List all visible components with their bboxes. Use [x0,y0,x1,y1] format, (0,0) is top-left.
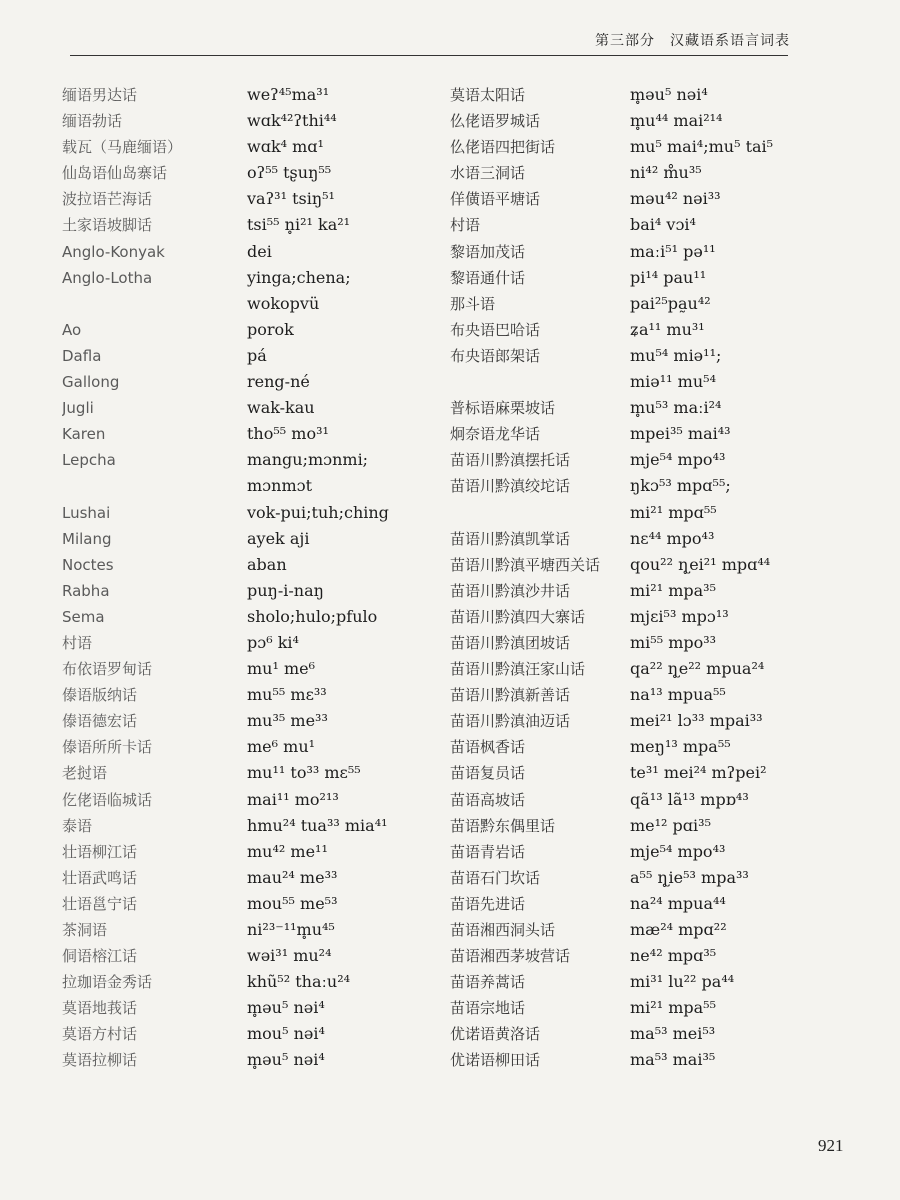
word-form: oʔ⁵⁵ tʂuŋ⁵⁵ [247,163,332,183]
word-form: mu⁴² me¹¹ [247,841,328,861]
word-form: porok [247,319,294,339]
word-form: mu¹¹ to³³ mɛ⁵⁵ [247,763,361,783]
right-word-column [450,82,830,1074]
word-form: wɑk⁴ mɑ¹ [247,137,324,157]
word-entry-row [450,630,830,656]
word-entry-row [62,682,447,708]
word-entry-row [62,82,447,108]
word-entry-row [62,291,447,317]
word-entry-row [62,473,447,499]
word-form: mu³⁵ me³³ [247,711,328,731]
language-name: 苗语川黔滇沙井话 [450,581,571,600]
word-entry-row [62,604,447,630]
word-form: wəi³¹ mu²⁴ [247,946,332,966]
word-entry-row [450,160,830,186]
word-entry-row [450,265,830,291]
language-name: 壮语邕宁话 [62,894,138,913]
word-form: yinga;chena; [247,267,351,287]
word-entry-row [62,708,447,734]
word-form: mi²¹ mpɑ⁵⁵ [630,502,717,522]
word-entry-row [62,1021,447,1047]
language-name: 泰语 [62,816,93,835]
language-name: 载瓦（马鹿缅语） [62,138,183,157]
word-entry-row [62,917,447,943]
word-form: wak-kau [247,398,315,418]
word-form: bai⁴ vɔi⁴ [630,215,696,235]
word-entry-row [450,134,830,160]
word-entry-row [450,969,830,995]
word-form: me⁶ mu¹ [247,737,316,757]
word-entry-row [62,734,447,760]
language-name: 苗语川黔滇汪家山话 [450,660,586,679]
word-entry-row [450,369,830,395]
word-entry-row [450,239,830,265]
language-name: 那斗语 [450,294,496,313]
word-entry-row [450,317,830,343]
language-name: Dafla [62,346,102,365]
language-name: 优诺语柳田话 [450,1051,541,1070]
word-entry-row [62,891,447,917]
language-name: 老挝语 [62,764,108,783]
word-entry-row [62,108,447,134]
word-entry-row [62,865,447,891]
language-name: Karen [62,425,106,444]
word-entry-row [62,212,447,238]
language-name: 苗语湘西茅坡营话 [450,947,571,966]
language-name: 普标语麻栗坡话 [450,399,556,418]
word-form: vaʔ³¹ tsiŋ⁵¹ [247,189,335,209]
word-form: maːi⁵¹ pə¹¹ [630,241,716,261]
word-entry-row [450,1021,830,1047]
language-name: 苗语川黔滇四大寨话 [450,607,586,626]
word-entry-row [450,447,830,473]
word-form: na¹³ mpua⁵⁵ [630,685,726,705]
language-name: 苗语湘西洞头话 [450,921,556,939]
word-form: meŋ¹³ mpa⁵⁵ [630,737,731,757]
word-form: puŋ-i-naŋ [247,580,324,600]
language-name: 布央语巴哈话 [450,320,541,339]
language-name: 苗语川黔滇新善话 [450,686,571,705]
word-form: mu⁵⁴ miə¹¹; [630,345,722,365]
language-name: 缅语勃话 [62,112,123,131]
word-form: mai¹¹ mo²¹³ [247,789,339,809]
language-name: Lushai [62,503,111,522]
word-form: qa²² ɳ̥e²² mpua²⁴ [630,659,765,679]
language-name: 苗语川黔滇油迈话 [450,712,571,731]
language-name: 莫语方村话 [62,1025,138,1044]
language-name: 苗语宗地话 [450,999,526,1018]
language-name: 苗语高坡话 [450,790,526,809]
word-entry-row [450,552,830,578]
word-entry-row [62,395,447,421]
word-entry-row [450,108,830,134]
word-entry-row [450,343,830,369]
language-name: Sema [62,607,105,626]
word-form: mɔnmɔt [247,476,312,496]
word-form: sholo;hulo;pfulo [247,606,378,626]
word-form: mi⁵⁵ mpo³³ [630,632,717,652]
word-entry-row [450,473,830,499]
word-form: wɑk⁴²ʔthi⁴⁴ [247,111,337,131]
word-entry-row [450,82,830,108]
word-form: tho⁵⁵ mo³¹ [247,424,329,444]
word-entry-row [450,421,830,447]
word-form: reng-né [247,372,310,392]
word-form: ŋkɔ⁵³ mpɑ⁵⁵; [630,476,731,496]
word-form: ni⁴² m̊u³⁵ [630,163,702,183]
language-name: 炯奈语龙华话 [450,425,541,444]
language-name: 水语三洞话 [450,164,526,183]
word-form: mpei³⁵ mai⁴³ [630,424,731,444]
word-form: ne⁴² mpɑ³⁵ [630,946,717,966]
word-entry-row [62,1047,447,1073]
header-rule [70,55,788,56]
word-entry-row [450,682,830,708]
language-name: 茶洞语 [62,921,108,939]
word-form: dei [247,241,272,261]
language-name: Anglo-Konyak [62,242,165,261]
language-name: 傣语版纳话 [62,686,138,705]
language-name: 莫语拉柳话 [62,1051,138,1070]
word-entry-row [450,813,830,839]
word-form: pɔ⁶ ki⁴ [247,632,299,652]
language-name: 波拉语芒海话 [62,190,153,209]
word-entry-row [450,943,830,969]
language-name: 优诺语黄洛话 [450,1025,541,1044]
language-name: 苗语川黔滇摆托话 [450,451,571,470]
language-name: Anglo-Lotha [62,268,153,287]
word-form: mangu;mɔnmi; [247,450,369,470]
language-name: 苗语黔东偶里话 [450,816,556,835]
language-name: 仫佬语罗城话 [450,112,541,131]
language-name: 仡佬语临城话 [62,790,153,809]
language-name: 布依语罗甸话 [62,660,153,679]
left-word-column [62,82,447,1074]
word-entry-row [450,839,830,865]
language-name: 壮语武鸣话 [62,868,138,887]
word-form: mi³¹ lu²² pa⁴⁴ [630,972,735,992]
word-form: mi²¹ mpa⁵⁵ [630,998,716,1018]
word-form: ni²³⁻¹¹m̥u⁴⁵ [247,920,335,939]
word-form: mu¹ me⁶ [247,659,316,679]
word-entry-row [450,917,830,943]
language-name: Noctes [62,555,114,574]
language-name: 佯僙语平塘话 [450,190,541,209]
word-entry-row [62,343,447,369]
word-form: ma⁵³ mai³⁵ [630,1050,716,1070]
word-entry-row [450,604,830,630]
word-form: m̥əu⁵ nəi⁴ [630,85,708,104]
language-name: 傣语德宏话 [62,712,138,731]
language-name: Ao [62,320,82,339]
word-entry-row [450,891,830,917]
word-entry-row [62,186,447,212]
word-entry-row [62,552,447,578]
word-entry-row [450,500,830,526]
word-entry-row [450,760,830,786]
language-name: Rabha [62,581,110,600]
word-form: mou⁵ nəi⁴ [247,1024,325,1044]
word-entry-row [62,421,447,447]
word-form: qou²² ɳ̥ei²¹ mpɑ⁴⁴ [630,554,771,574]
word-form: a⁵⁵ ɳ̥ie⁵³ mpa³³ [630,867,749,887]
word-form: aban [247,554,287,574]
word-entry-row [62,500,447,526]
word-entry-row [62,239,447,265]
word-form: me¹² pɑi³⁵ [630,815,711,835]
language-name: 苗语川黔滇绞坨话 [450,477,571,496]
language-name: 村语 [62,633,93,652]
word-form: m̥u⁴⁴ mai²¹⁴ [630,111,723,131]
word-form: mu⁵ mai⁴;mu⁵ tai⁵ [630,137,774,157]
language-name: 莫语太阳话 [450,86,526,104]
word-entry-row [450,186,830,212]
word-form: weʔ⁴⁵ma³¹ [247,85,330,104]
word-form: m̥u⁵³ maːi²⁴ [630,398,722,418]
word-entry-row [62,760,447,786]
word-entry-row [62,317,447,343]
word-entry-row [450,578,830,604]
word-entry-row [62,995,447,1021]
language-name: 苗语川黔滇凯掌话 [450,529,571,548]
word-entry-row [62,578,447,604]
language-name: 莫语地莪话 [62,999,138,1018]
word-form: mi²¹ mpa³⁵ [630,580,716,600]
word-entry-row [62,839,447,865]
word-form: mje⁵⁴ mpo⁴³ [630,841,726,861]
language-name: 苗语川黔滇团坡话 [450,633,571,652]
word-form: m̥əu⁵ nəi⁴ [247,1050,325,1070]
word-form: ma⁵³ mei⁵³ [630,1024,716,1044]
word-entry-row [62,134,447,160]
word-form: mau²⁴ me³³ [247,867,338,887]
language-name: 苗语先进话 [450,894,526,913]
language-name: 壮语柳江话 [62,842,138,861]
word-form: m̥əu⁵ nəi⁴ [247,998,325,1018]
language-name: 苗语养蒿话 [450,973,526,992]
language-name: Milang [62,529,112,548]
language-name: 侗语榕江话 [62,947,138,966]
language-name: 黎语加茂话 [450,242,526,261]
language-name: 苗语复员话 [450,764,526,783]
word-entry-row [62,787,447,813]
language-name: Lepcha [62,451,116,470]
word-form: mjɛi⁵³ mpɔ¹³ [630,606,729,626]
word-entry-row [62,630,447,656]
language-name: 村语 [450,216,481,235]
word-form: te³¹ mei²⁴ mʔpei² [630,763,767,783]
word-form: qã¹³ lã¹³ mpɒ⁴³ [630,789,749,809]
word-form: miə¹¹ mu⁵⁴ [630,372,716,392]
language-name: 苗语川黔滇平塘西关话 [450,555,601,574]
language-name: 仫佬语四把街话 [450,138,556,157]
word-entry-row [450,291,830,317]
word-entry-row [62,160,447,186]
word-form: pi¹⁴ pau¹¹ [630,267,707,287]
word-entry-row [62,265,447,291]
language-name: 布央语郎架话 [450,346,541,365]
word-entry-row [450,656,830,682]
word-entry-row [62,813,447,839]
word-form: hmu²⁴ tua³³ mia⁴¹ [247,815,388,835]
running-header: 第三部分 汉藏语系语言词表 [595,33,790,49]
word-entry-row [450,865,830,891]
word-form: pai²⁵pa̰u⁴² [630,293,711,313]
word-form: məu⁴² nəi³³ [630,189,721,209]
language-name: 苗语石门坎话 [450,868,541,887]
word-form: ʑa¹¹ mu³¹ [630,319,705,339]
word-entry-row [450,787,830,813]
word-form: mæ²⁴ mpɑ²² [630,920,727,939]
language-name: Gallong [62,373,120,392]
word-form: tsi⁵⁵ n̥i²¹ ka²¹ [247,215,351,235]
word-entry-row [62,447,447,473]
language-name: 拉珈语金秀话 [62,973,153,992]
word-form: mei²¹ lɔ³³ mpai³³ [630,711,763,731]
word-entry-row [62,656,447,682]
word-form: mje⁵⁴ mpo⁴³ [630,450,726,470]
language-name: Jugli [62,399,94,418]
word-entry-row [450,395,830,421]
word-form: ayek aji [247,528,310,548]
word-form: mu⁵⁵ mɛ³³ [247,685,327,705]
language-name: 仙岛语仙岛寨话 [62,164,168,183]
word-entry-row [450,1047,830,1073]
word-form: mou⁵⁵ me⁵³ [247,893,338,913]
language-name: 苗语枫香话 [450,738,526,757]
word-form: nɛ⁴⁴ mpo⁴³ [630,528,715,548]
word-entry-row [62,969,447,995]
word-entry-row [450,995,830,1021]
language-name: 苗语青岩话 [450,842,526,861]
word-form: pá [247,345,267,365]
language-name: 傣语所所卡话 [62,738,153,757]
language-name: 土家语坡脚话 [62,216,153,235]
word-entry-row [62,526,447,552]
word-form: wokopvü [247,293,320,313]
language-name: 黎语通什话 [450,268,526,287]
word-form: khũ⁵² thaːu²⁴ [247,972,351,992]
word-entry-row [450,526,830,552]
word-entry-row [450,212,830,238]
word-entry-row [450,734,830,760]
language-name: 缅语男达话 [62,86,138,104]
page-number: 921 [818,1136,844,1155]
word-entry-row [62,369,447,395]
word-entry-row [450,708,830,734]
word-form: vok-pui;tuh;ching [247,502,389,522]
word-entry-row [62,943,447,969]
word-form: na²⁴ mpua⁴⁴ [630,893,726,913]
